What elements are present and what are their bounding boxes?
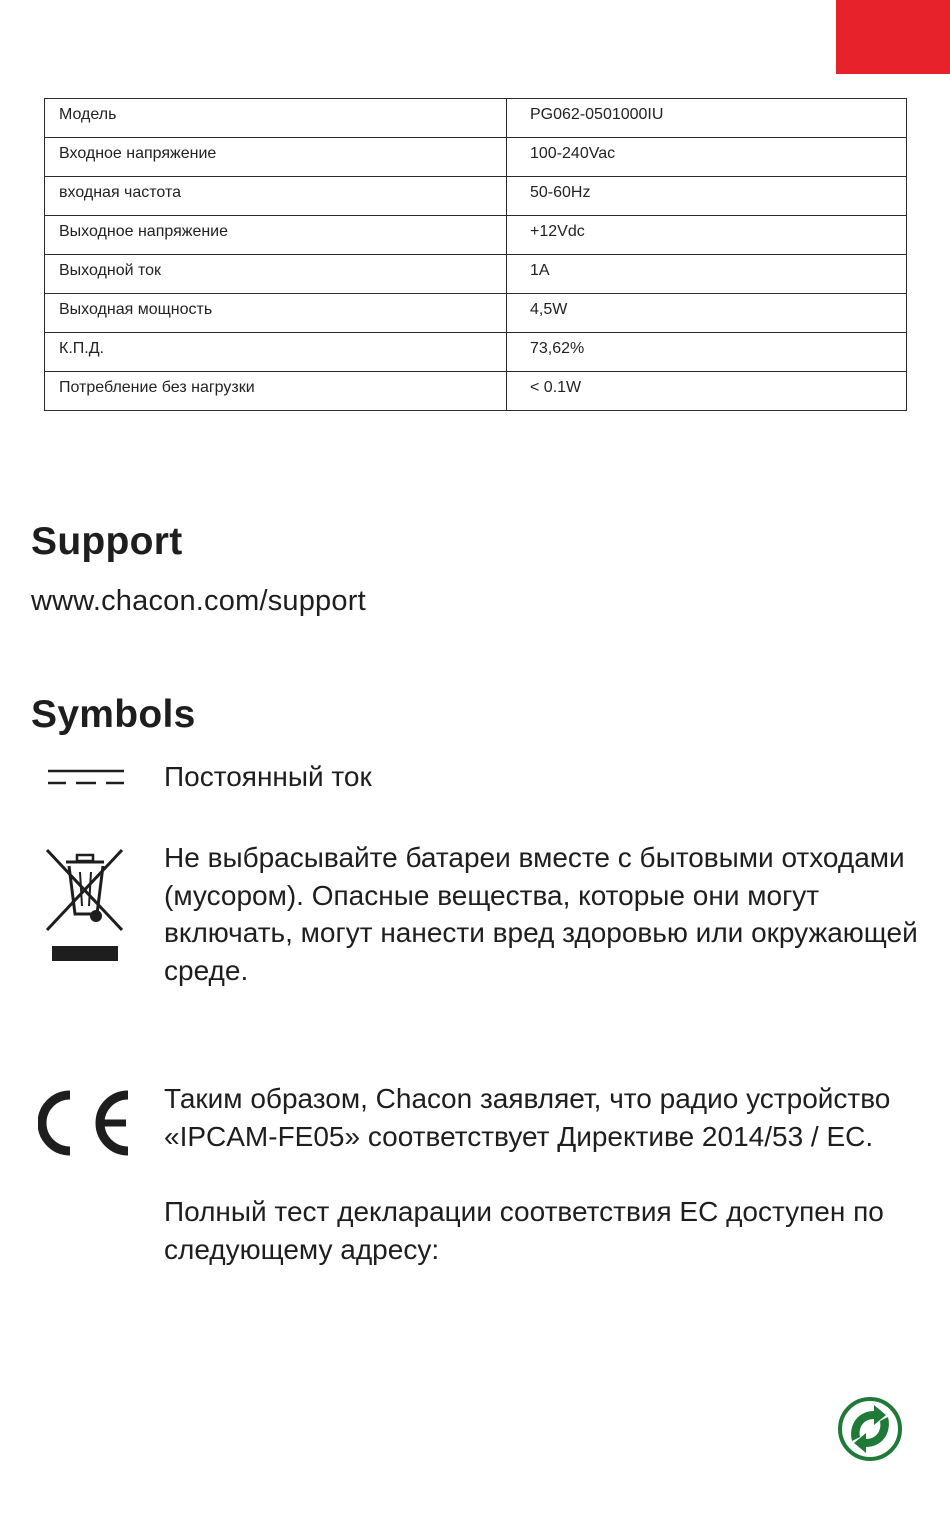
spec-table [44,98,907,411]
spec-value: PG062-0501000IU [507,99,907,138]
spec-label: Выходной ток [45,255,507,294]
table-row [45,138,907,177]
red-corner-tab [836,0,950,74]
spec-value: < 0.1W [507,372,907,411]
table-row [45,372,907,411]
spec-label: К.П.Д. [45,333,507,372]
support-heading: Support [31,520,183,563]
dc-symbol-text: Постоянный ток [164,761,372,792]
ce-declaration-text: Полный тест декларации соответствия ЕС доступен по следующему адресу: [164,1196,884,1265]
spec-value: 1A [507,255,907,294]
crossed-out-bin-icon [44,846,126,964]
spec-label: Выходная мощность [45,294,507,333]
weee-symbol-text: Не выбрасывайте батареи вместе с бытовыми отходами (мусором). Опасные вещества, которые они могут включать, могут нанести вред здоровью или окружающей среде. [164,842,918,986]
ce-symbol-text: Таким образом, Chacon заявляет, что радио устройство «IPCAM-FE05» соответствует Директиве 2014/53 / EC. [164,1083,891,1152]
table-row [45,99,907,138]
table-row [45,216,907,255]
table-row [45,294,907,333]
spec-value: 73,62% [507,333,907,372]
table-row [45,255,907,294]
support-url-link[interactable]: www.chacon.com/support [31,585,366,617]
symbols-heading: Symbols [31,693,196,736]
spec-label: Модель [45,99,507,138]
spec-label: Потребление без нагрузки [45,372,507,411]
ce-mark-icon [38,1089,136,1157]
green-dot-recycling-icon [838,1397,902,1461]
spec-label: Входное напряжение [45,138,507,177]
table-row [45,177,907,216]
spec-value: 4,5W [507,294,907,333]
spec-label: входная частота [45,177,507,216]
spec-value: 100-240Vac [507,138,907,177]
spec-value: 50-60Hz [507,177,907,216]
table-row [45,333,907,372]
spec-value: +12Vdc [507,216,907,255]
direct-current-icon [46,766,126,788]
spec-label: Выходное напряжение [45,216,507,255]
